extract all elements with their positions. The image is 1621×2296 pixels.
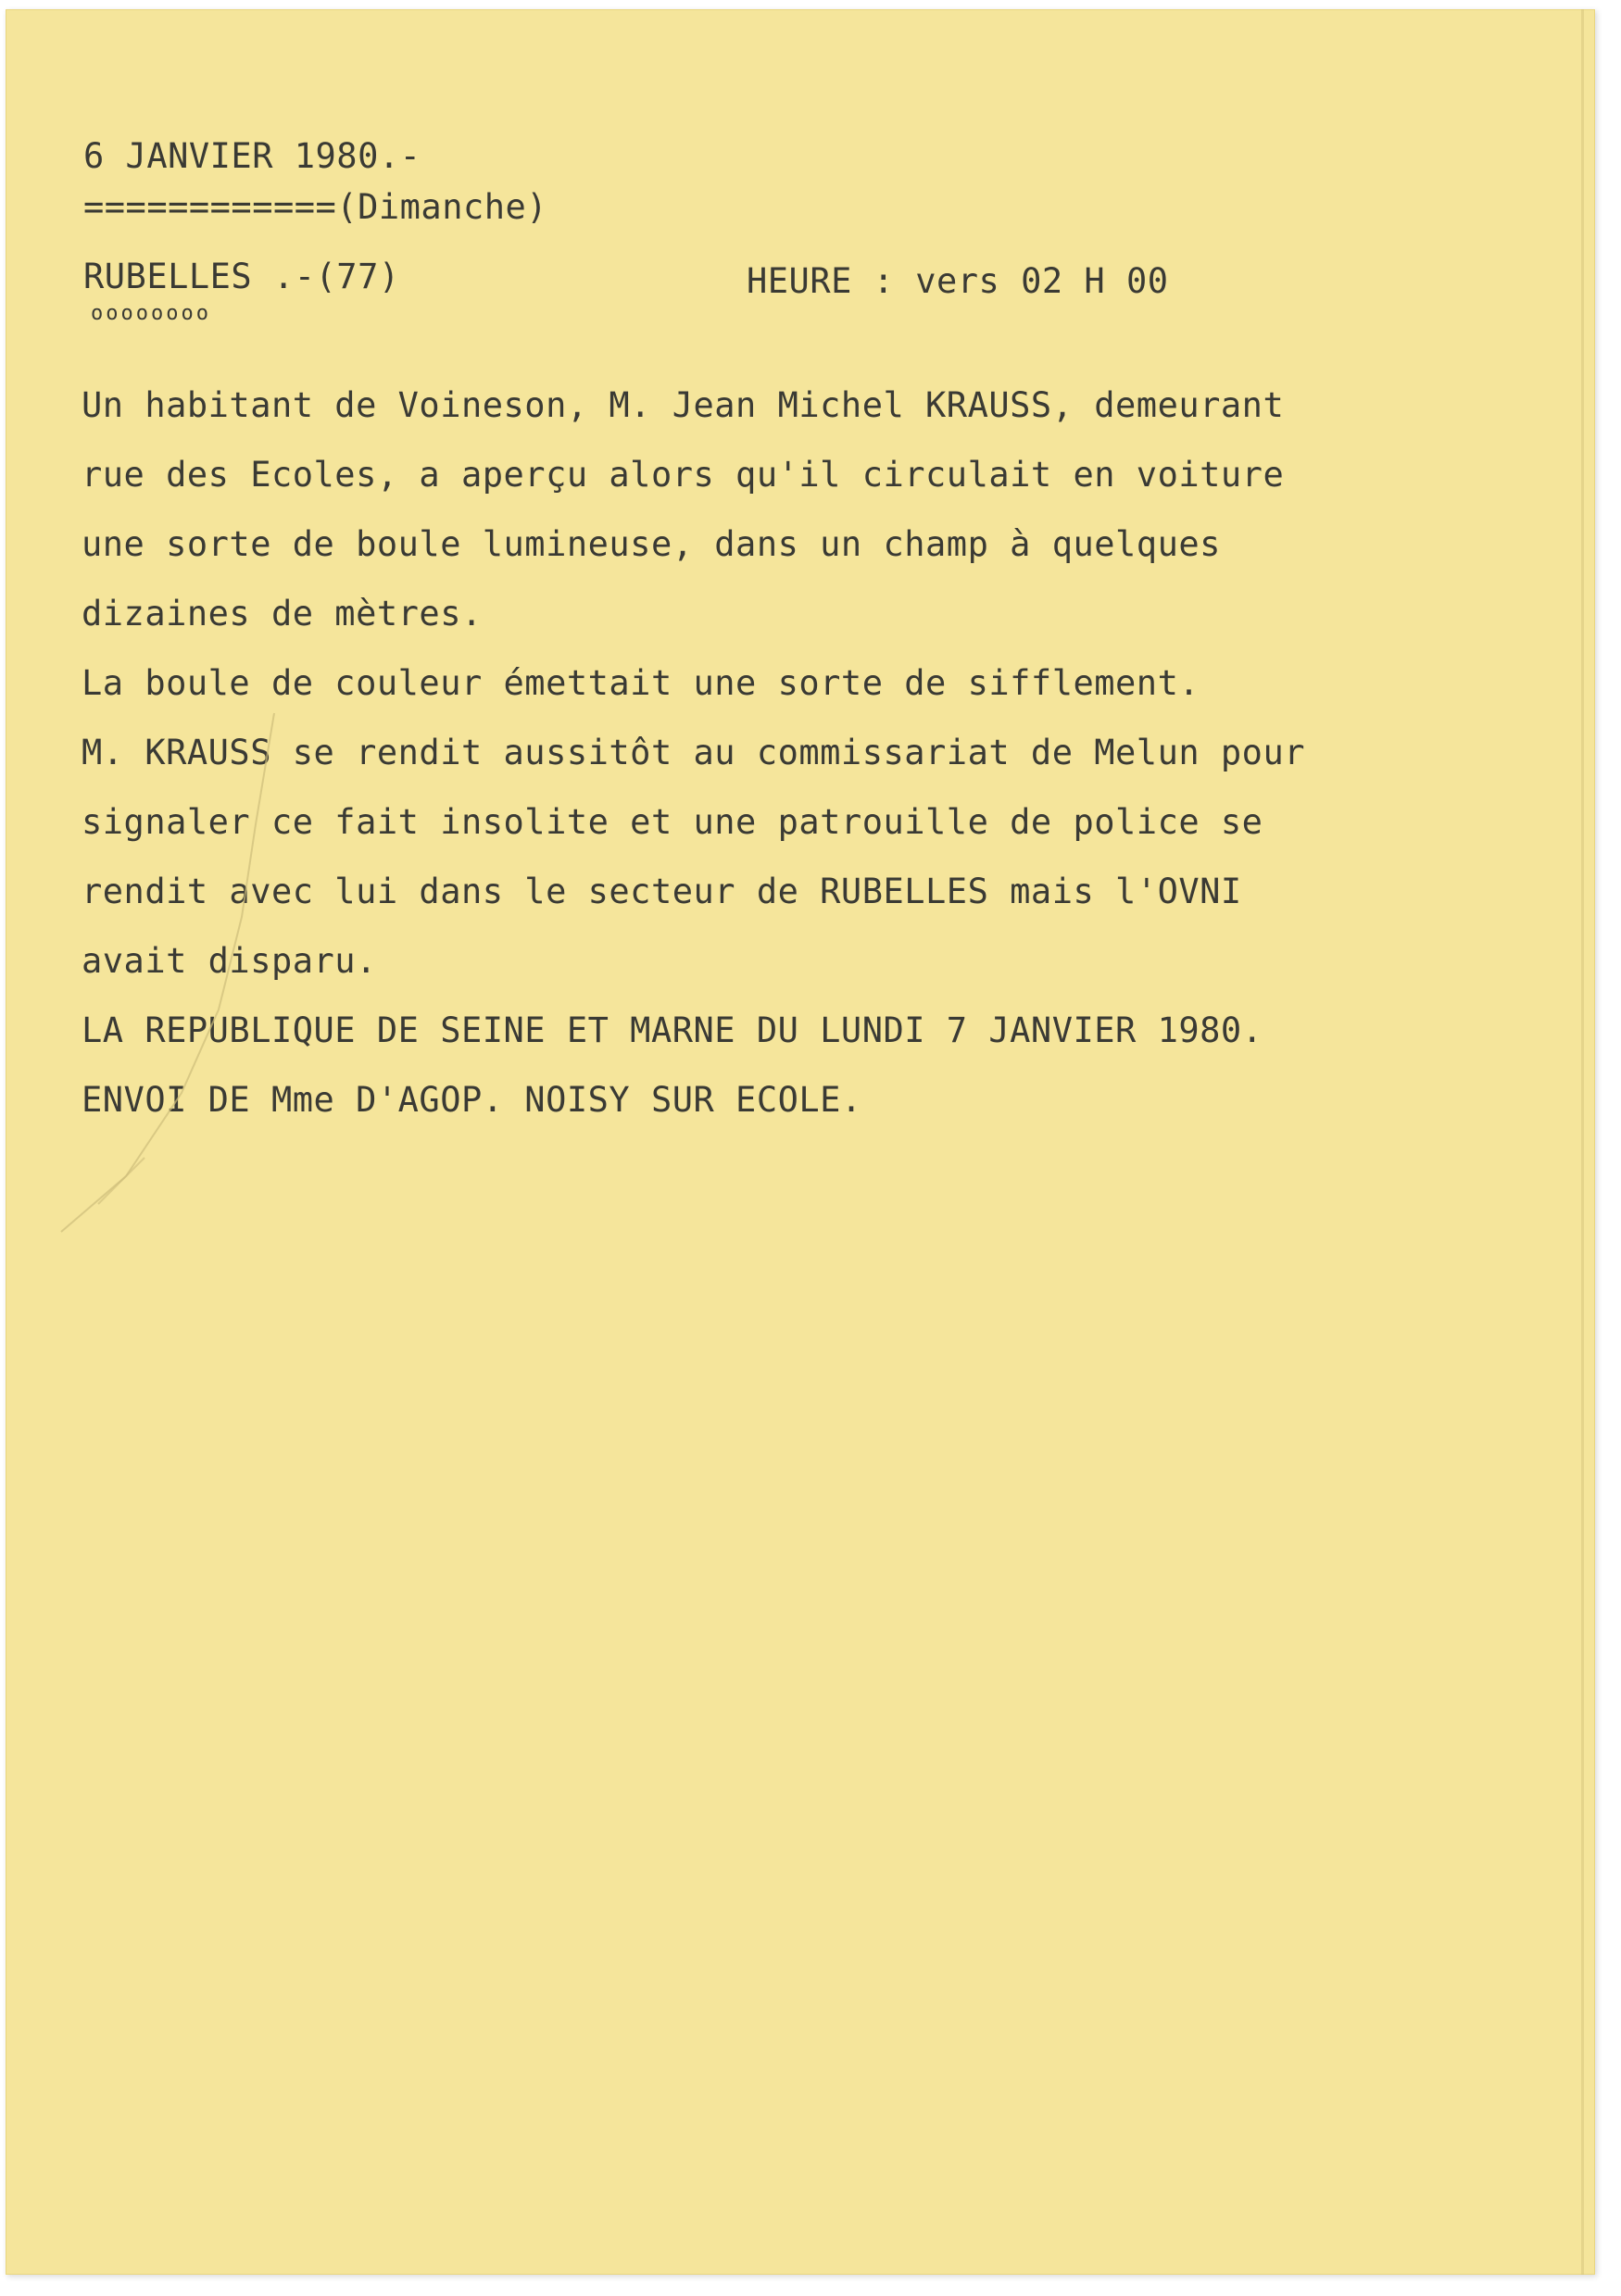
body-line: signaler ce fait insolite et une patrouille de police se: [82, 802, 1263, 842]
sender-line: ENVOI DE Mme D'AGOP. NOISY SUR ECOLE.: [82, 1080, 862, 1120]
body-line: Un habitant de Voineson, M. Jean Michel KRAUSS, demeurant: [82, 385, 1285, 425]
date-underline: ============(Dimanche): [83, 187, 548, 227]
body-line: une sorte de boule lumineuse, dans un champ à quelques: [82, 524, 1221, 564]
body-line: La boule de couleur émettait une sorte de sifflement.: [82, 663, 1200, 703]
body-line: dizaines de mètres.: [82, 594, 483, 634]
time-heading: HEURE : vers 02 H 00: [747, 261, 1169, 301]
location-underline: oooooooo: [91, 302, 211, 325]
document-page: [6, 9, 1595, 2275]
body-line: rendit avec lui dans le secteur de RUBELLES mais l'OVNI: [82, 872, 1242, 911]
paper-crease: [6, 9, 1595, 2275]
report-body: [82, 370, 1527, 1135]
body-line: rue des Ecoles, a aperçu alors qu'il circulait en voiture: [82, 455, 1285, 495]
location-heading: RUBELLES .-(77): [83, 257, 400, 296]
document-date: 6 JANVIER 1980.-: [83, 136, 421, 176]
body-line: avait disparu.: [82, 941, 377, 981]
body-line: M. KRAUSS se rendit aussitôt au commissariat de Melun pour: [82, 733, 1306, 772]
source-line: LA REPUBLIQUE DE SEINE ET MARNE DU LUNDI 7 JANVIER 1980.: [82, 1010, 1263, 1050]
